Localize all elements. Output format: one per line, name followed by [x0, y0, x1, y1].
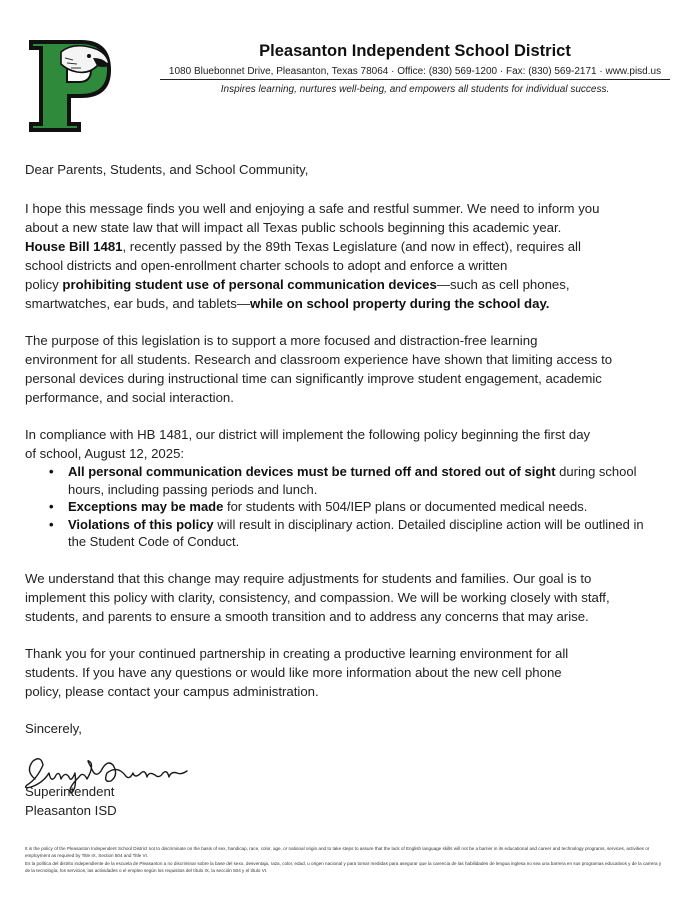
text-span: during school: [555, 464, 637, 479]
emphasis-text: Exceptions may be made: [68, 499, 224, 514]
compliance-paragraph: [25, 425, 670, 463]
policy-list: [25, 463, 670, 551]
text-line: policy, please contact your campus administration.: [25, 683, 319, 699]
text-line: [68, 516, 670, 534]
list-item: [68, 498, 670, 516]
district-address: 1080 Bluebonnet Drive, Pleasanton, Texas 78064 · Office: (830) 569-1200 · Fax: (830) 569-2171 · www.pisd.us: [160, 66, 670, 80]
text-line: students, and parents to ensure a smooth transition and to address any concerns that may arise.: [25, 608, 589, 624]
district-logo: [27, 38, 113, 134]
signer-org: Pleasanton ISD: [25, 802, 117, 818]
notice-english: It is the policy of the Pleasanton Independent School District not to discriminate on the basis of sex, handicap, race, color, age, or national origin and to take steps to assure that the lack of English language skills will not be a barrier in its educational and career and technology programs, services, activities or employment as required by Title IX, Section 504 and Title VI.: [25, 846, 650, 858]
list-item: [68, 516, 670, 551]
bill-name: House Bill 1481: [25, 239, 123, 254]
text-line: [25, 237, 670, 256]
text-line: [68, 498, 670, 516]
text-line: about a new state law that will impact all Texas public schools beginning this academic year.: [25, 220, 562, 235]
list-item: [68, 463, 670, 498]
text-span: smartwatches, ear buds, and tablets—: [25, 296, 251, 311]
text-line: the Student Code of Conduct.: [68, 534, 240, 549]
notice-spanish: Es la política del distrito independiente de la escuela de Pleasanton a no discriminar sobre la base del sexo, desventaja, raza, color, edad, u origen nacional y para tomar medidas para asegurar que la carencia de las habilidades de lengua inglesa no sea una barrera en sus programas educativos y de la carrera y de la tecnología, los servicios, las actividades o el empleo según los requisitos del título IX, la sección 504 y el título VI.: [25, 861, 662, 873]
text-line: In compliance with HB 1481, our district will implement the following policy beginning the first day: [25, 427, 591, 442]
emphasis-text: Violations of this policy: [68, 516, 214, 532]
signer-title: Superintendent: [25, 783, 115, 799]
text-line: school districts and open-enrollment charter schools to adopt and enforce a written: [25, 258, 508, 273]
text-line: [25, 275, 670, 294]
text-line: personal devices during instructional time can significantly improve student engagement, academic: [25, 371, 602, 386]
text-line: of school, August 12, 2025:: [25, 446, 185, 461]
superintendent-signature: [21, 749, 211, 795]
emphasis-text: All personal communication devices must be turned off and stored out of sight: [68, 464, 556, 479]
text-span: will result in disciplinary action. Detailed discipline action will be outlined in: [213, 516, 644, 532]
thank-you-paragraph: [25, 644, 670, 701]
text-line: We understand that this change may require adjustments for students and families. Our goal is to: [25, 570, 592, 586]
text-line: performance, and social interaction.: [25, 390, 234, 405]
text-line: hours, including passing periods and lunch.: [68, 481, 318, 497]
district-name: Pleasanton Independent School District: [259, 42, 571, 60]
text-line: environment for all students. Research and classroom experience have shown that limiting access to: [25, 352, 613, 367]
purpose-paragraph: [25, 331, 670, 407]
text-line: students. If you have any questions or would like more information about the new cell phone: [25, 664, 562, 680]
text-span: —such as cell phones,: [436, 277, 570, 292]
text-line: Thank you for your continued partnership in creating a productive learning environment for all: [25, 645, 569, 661]
text-span: policy: [25, 277, 63, 292]
text-span: , recently passed by the 89th Texas Legislature (and now in effect), requires all: [122, 239, 581, 254]
text-line: I hope this message finds you well and enjoying a safe and restful summer. We need to inform you: [25, 201, 600, 216]
emphasis-text: prohibiting student use of personal communication devices: [62, 277, 437, 292]
letter-body: [25, 160, 670, 820]
adjustment-paragraph: [25, 569, 670, 626]
non-discrimination-notice: [25, 846, 665, 876]
letter-greeting: Dear Parents, Students, and School Community,: [25, 162, 309, 177]
district-tagline: Inspires learning, nurtures well-being, and empowers all students for individual success.: [220, 84, 610, 95]
text-span: for students with 504/IEP plans or documented medical needs.: [223, 499, 588, 514]
text-line: implement this policy with clarity, consistency, and compassion. We will be working closely with staff,: [25, 589, 610, 605]
closing: Sincerely,: [25, 720, 82, 736]
emphasis-text: while on school property during the school day.: [250, 296, 550, 311]
text-line: [25, 294, 670, 313]
text-line: [68, 463, 670, 481]
text-line: The purpose of this legislation is to support a more focused and distraction-free learning: [25, 333, 538, 348]
intro-paragraph: [25, 199, 670, 313]
